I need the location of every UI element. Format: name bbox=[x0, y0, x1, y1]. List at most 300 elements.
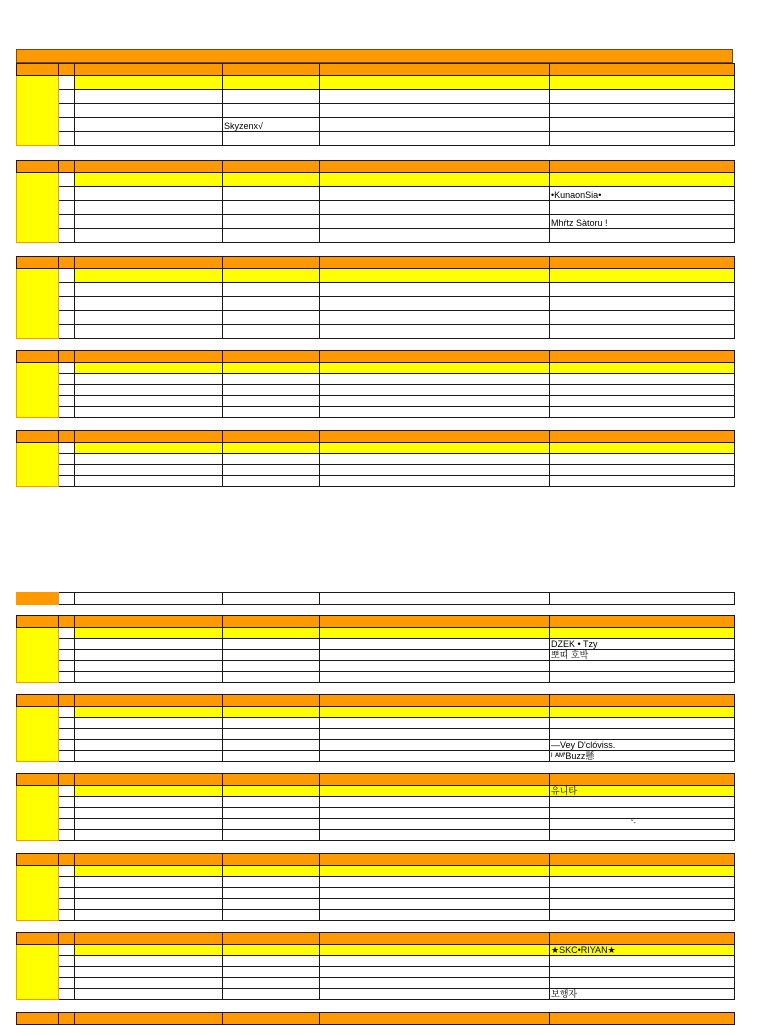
player-cell[interactable] bbox=[320, 707, 550, 718]
player-cell[interactable] bbox=[320, 374, 550, 385]
seed-cell[interactable] bbox=[59, 650, 75, 661]
player-cell[interactable] bbox=[320, 297, 550, 311]
player-cell[interactable] bbox=[75, 374, 223, 385]
player-cell[interactable] bbox=[75, 830, 223, 841]
player-cell[interactable] bbox=[320, 899, 550, 910]
player-cell[interactable] bbox=[223, 311, 320, 325]
player-cell[interactable]: Skyzenx√ bbox=[223, 118, 320, 132]
player-cell[interactable] bbox=[75, 297, 223, 311]
player-cell[interactable] bbox=[75, 325, 223, 339]
seed-cell[interactable] bbox=[59, 910, 75, 921]
player-cell[interactable] bbox=[550, 118, 735, 132]
player-cell[interactable] bbox=[550, 374, 735, 385]
player-cell[interactable] bbox=[75, 639, 223, 650]
player-cell[interactable] bbox=[75, 797, 223, 808]
player-cell[interactable] bbox=[320, 283, 550, 297]
team-block bbox=[16, 256, 734, 339]
seed-cell[interactable] bbox=[59, 808, 75, 819]
seed-cell[interactable] bbox=[59, 672, 75, 683]
player-cell[interactable] bbox=[223, 90, 320, 104]
team-block bbox=[16, 853, 734, 921]
player-cell[interactable] bbox=[75, 454, 223, 465]
player-cell[interactable] bbox=[75, 443, 223, 454]
header-cell bbox=[550, 933, 735, 945]
player-cell[interactable] bbox=[75, 201, 223, 215]
player-cell[interactable] bbox=[223, 989, 320, 1000]
player-cell[interactable] bbox=[75, 729, 223, 740]
player-row bbox=[17, 639, 735, 650]
player-cell[interactable] bbox=[223, 672, 320, 683]
player-cell[interactable] bbox=[75, 187, 223, 201]
header-cell bbox=[17, 351, 59, 363]
player-cell[interactable] bbox=[223, 830, 320, 841]
player-cell[interactable] bbox=[320, 830, 550, 841]
player-cell[interactable] bbox=[320, 132, 550, 146]
player-cell[interactable] bbox=[550, 888, 735, 899]
seed-cell[interactable] bbox=[59, 229, 75, 243]
player-cell[interactable] bbox=[223, 808, 320, 819]
player-cell[interactable] bbox=[223, 229, 320, 243]
player-row bbox=[17, 201, 735, 215]
team-name-cell[interactable] bbox=[17, 786, 59, 841]
seed-cell[interactable] bbox=[59, 628, 75, 639]
seed-cell[interactable] bbox=[59, 989, 75, 1000]
player-cell[interactable]: DZEK • Tzy bbox=[550, 639, 735, 650]
player-cell[interactable] bbox=[223, 396, 320, 407]
player-cell[interactable] bbox=[320, 718, 550, 729]
seed-cell[interactable] bbox=[59, 707, 75, 718]
player-cell[interactable] bbox=[75, 707, 223, 718]
player-cell[interactable] bbox=[320, 877, 550, 888]
player-cell[interactable] bbox=[320, 269, 550, 283]
captain-row bbox=[17, 443, 735, 454]
seed-cell[interactable] bbox=[59, 454, 75, 465]
player-row bbox=[17, 819, 735, 830]
seed-cell[interactable] bbox=[59, 956, 75, 967]
seed-cell[interactable] bbox=[59, 639, 75, 650]
header-cell bbox=[550, 351, 735, 363]
player-cell[interactable] bbox=[320, 989, 550, 1000]
player-cell[interactable] bbox=[75, 385, 223, 396]
player-cell[interactable] bbox=[75, 283, 223, 297]
seed-cell[interactable] bbox=[59, 866, 75, 877]
player-cell[interactable] bbox=[550, 956, 735, 967]
player-cell[interactable] bbox=[320, 819, 550, 830]
player-cell[interactable] bbox=[75, 269, 223, 283]
player-cell[interactable] bbox=[223, 797, 320, 808]
player-cell[interactable] bbox=[320, 385, 550, 396]
player-cell[interactable] bbox=[550, 396, 735, 407]
player-cell[interactable] bbox=[550, 76, 735, 90]
seed-cell[interactable] bbox=[59, 201, 75, 215]
player-cell[interactable] bbox=[550, 201, 735, 215]
player-cell[interactable] bbox=[223, 297, 320, 311]
player-cell[interactable] bbox=[75, 661, 223, 672]
player-cell[interactable] bbox=[75, 967, 223, 978]
player-cell[interactable] bbox=[223, 945, 320, 956]
player-cell[interactable] bbox=[223, 786, 320, 797]
player-cell[interactable] bbox=[223, 443, 320, 454]
header-cell bbox=[17, 257, 59, 269]
header-cell bbox=[59, 257, 75, 269]
player-cell[interactable] bbox=[320, 396, 550, 407]
player-cell[interactable] bbox=[75, 229, 223, 243]
player-cell[interactable] bbox=[75, 118, 223, 132]
player-cell[interactable] bbox=[223, 707, 320, 718]
player-cell[interactable] bbox=[75, 808, 223, 819]
player-cell[interactable] bbox=[223, 215, 320, 229]
team-name-cell[interactable] bbox=[17, 443, 59, 487]
player-cell[interactable] bbox=[75, 173, 223, 187]
player-cell[interactable] bbox=[320, 910, 550, 921]
player-cell[interactable] bbox=[223, 104, 320, 118]
seed-cell[interactable] bbox=[59, 899, 75, 910]
player-cell[interactable] bbox=[320, 476, 550, 487]
player-cell[interactable] bbox=[550, 325, 735, 339]
player-cell[interactable] bbox=[550, 443, 735, 454]
player-cell[interactable] bbox=[75, 740, 223, 751]
player-cell[interactable] bbox=[223, 978, 320, 989]
player-cell[interactable] bbox=[75, 866, 223, 877]
seed-cell[interactable] bbox=[59, 945, 75, 956]
player-cell[interactable] bbox=[223, 740, 320, 751]
seed-cell[interactable] bbox=[59, 786, 75, 797]
player-cell[interactable] bbox=[320, 407, 550, 418]
header-cell bbox=[223, 431, 320, 443]
player-cell[interactable] bbox=[320, 454, 550, 465]
seed-cell[interactable] bbox=[59, 173, 75, 187]
player-cell[interactable] bbox=[223, 899, 320, 910]
player-cell[interactable] bbox=[75, 363, 223, 374]
player-cell[interactable] bbox=[550, 311, 735, 325]
player-cell[interactable] bbox=[320, 729, 550, 740]
player-cell[interactable] bbox=[75, 888, 223, 899]
player-cell[interactable] bbox=[320, 76, 550, 90]
player-cell[interactable] bbox=[320, 740, 550, 751]
player-cell[interactable] bbox=[223, 76, 320, 90]
player-cell[interactable] bbox=[320, 465, 550, 476]
player-cell[interactable] bbox=[320, 866, 550, 877]
player-cell[interactable] bbox=[320, 978, 550, 989]
player-cell[interactable] bbox=[550, 173, 735, 187]
player-cell[interactable] bbox=[550, 385, 735, 396]
player-row bbox=[17, 650, 735, 661]
player-cell[interactable] bbox=[550, 978, 735, 989]
player-cell[interactable]: 뽀띠 호박 bbox=[550, 650, 735, 661]
player-cell[interactable]: •KunaonSia• bbox=[550, 187, 735, 201]
player-cell[interactable]: 보행자 bbox=[550, 989, 735, 1000]
player-cell[interactable] bbox=[550, 269, 735, 283]
seed-cell[interactable] bbox=[59, 363, 75, 374]
seed-cell[interactable] bbox=[59, 819, 75, 830]
player-cell[interactable] bbox=[550, 707, 735, 718]
player-row bbox=[17, 385, 735, 396]
seed-cell[interactable] bbox=[59, 476, 75, 487]
seed-cell[interactable] bbox=[59, 104, 75, 118]
player-cell[interactable]: ᴵ ᴬᴹ'Buzz懸 bbox=[550, 751, 735, 762]
player-cell[interactable] bbox=[75, 628, 223, 639]
player-cell[interactable] bbox=[75, 877, 223, 888]
seed-cell[interactable] bbox=[59, 132, 75, 146]
player-cell[interactable] bbox=[550, 661, 735, 672]
player-cell[interactable] bbox=[223, 201, 320, 215]
player-cell[interactable] bbox=[223, 454, 320, 465]
player-cell[interactable] bbox=[550, 363, 735, 374]
seed-cell[interactable] bbox=[59, 396, 75, 407]
player-cell[interactable] bbox=[550, 104, 735, 118]
player-cell[interactable] bbox=[550, 718, 735, 729]
seed-cell[interactable] bbox=[59, 888, 75, 899]
player-cell[interactable] bbox=[223, 910, 320, 921]
player-cell[interactable] bbox=[75, 215, 223, 229]
player-row bbox=[17, 899, 735, 910]
player-cell[interactable] bbox=[223, 132, 320, 146]
player-cell[interactable] bbox=[223, 363, 320, 374]
player-cell[interactable] bbox=[75, 476, 223, 487]
player-cell[interactable] bbox=[550, 628, 735, 639]
header-cell bbox=[59, 933, 75, 945]
player-cell[interactable] bbox=[550, 877, 735, 888]
seed-cell[interactable] bbox=[59, 215, 75, 229]
player-cell[interactable]: ★SKC•RIYAN★ bbox=[550, 945, 735, 956]
player-cell[interactable] bbox=[550, 229, 735, 243]
player-cell[interactable] bbox=[75, 311, 223, 325]
player-cell[interactable] bbox=[550, 132, 735, 146]
player-cell[interactable] bbox=[320, 311, 550, 325]
seed-cell[interactable] bbox=[59, 269, 75, 283]
player-cell[interactable] bbox=[223, 650, 320, 661]
header-cell bbox=[550, 774, 735, 786]
player-cell[interactable] bbox=[75, 978, 223, 989]
player-cell[interactable] bbox=[223, 476, 320, 487]
player-cell[interactable]: —Vey D'clóviss. bbox=[550, 740, 735, 751]
captain-row bbox=[17, 173, 735, 187]
player-cell[interactable] bbox=[550, 476, 735, 487]
player-cell[interactable] bbox=[320, 945, 550, 956]
team-name-cell[interactable] bbox=[17, 363, 59, 418]
player-cell[interactable] bbox=[75, 396, 223, 407]
player-row bbox=[17, 661, 735, 672]
player-cell[interactable] bbox=[550, 866, 735, 877]
player-cell[interactable] bbox=[223, 325, 320, 339]
player-cell[interactable] bbox=[75, 899, 223, 910]
player-cell[interactable] bbox=[75, 132, 223, 146]
player-cell[interactable] bbox=[320, 650, 550, 661]
player-cell[interactable] bbox=[223, 639, 320, 650]
player-cell[interactable] bbox=[550, 672, 735, 683]
seed-cell[interactable] bbox=[59, 311, 75, 325]
player-cell[interactable] bbox=[320, 751, 550, 762]
player-cell[interactable] bbox=[223, 729, 320, 740]
player-row bbox=[17, 118, 735, 132]
player-cell[interactable] bbox=[75, 593, 223, 605]
team-name-cell[interactable] bbox=[17, 945, 59, 1000]
sheet-title-bar bbox=[16, 49, 733, 63]
player-cell[interactable] bbox=[320, 593, 550, 605]
player-cell[interactable] bbox=[75, 989, 223, 1000]
player-cell[interactable] bbox=[550, 407, 735, 418]
player-cell[interactable] bbox=[550, 465, 735, 476]
player-cell[interactable]: 유니타 bbox=[550, 786, 735, 797]
header-cell bbox=[75, 257, 223, 269]
player-cell[interactable] bbox=[75, 650, 223, 661]
player-cell[interactable] bbox=[75, 104, 223, 118]
player-cell[interactable] bbox=[75, 407, 223, 418]
seed-cell[interactable] bbox=[59, 729, 75, 740]
seed-cell[interactable] bbox=[59, 718, 75, 729]
player-cell[interactable] bbox=[320, 786, 550, 797]
player-cell[interactable] bbox=[75, 819, 223, 830]
header-cell bbox=[550, 1013, 735, 1025]
player-cell[interactable]: Mhŕtz Sàtoru ! bbox=[550, 215, 735, 229]
team-name-cell[interactable] bbox=[17, 707, 59, 762]
player-cell[interactable] bbox=[223, 283, 320, 297]
player-row bbox=[17, 978, 735, 989]
player-cell[interactable] bbox=[320, 672, 550, 683]
player-cell[interactable] bbox=[223, 967, 320, 978]
player-cell[interactable] bbox=[75, 76, 223, 90]
player-row bbox=[17, 877, 735, 888]
header-cell bbox=[59, 161, 75, 173]
player-cell[interactable] bbox=[223, 628, 320, 639]
seed-cell[interactable] bbox=[59, 297, 75, 311]
player-cell[interactable] bbox=[320, 90, 550, 104]
player-cell[interactable] bbox=[223, 661, 320, 672]
team-name-cell[interactable] bbox=[17, 76, 59, 146]
seed-cell[interactable] bbox=[59, 374, 75, 385]
player-cell[interactable] bbox=[320, 639, 550, 650]
seed-cell[interactable] bbox=[59, 90, 75, 104]
player-cell[interactable] bbox=[550, 593, 735, 605]
player-cell[interactable] bbox=[223, 385, 320, 396]
player-cell[interactable] bbox=[75, 751, 223, 762]
player-cell[interactable] bbox=[550, 830, 735, 841]
seed-cell[interactable] bbox=[59, 877, 75, 888]
header-cell bbox=[59, 64, 75, 76]
player-cell[interactable] bbox=[75, 786, 223, 797]
player-cell[interactable] bbox=[223, 269, 320, 283]
player-cell[interactable] bbox=[223, 465, 320, 476]
player-cell[interactable] bbox=[320, 967, 550, 978]
header-cell bbox=[223, 774, 320, 786]
player-cell[interactable] bbox=[223, 751, 320, 762]
seed-cell[interactable] bbox=[59, 661, 75, 672]
seed-cell[interactable] bbox=[59, 283, 75, 297]
player-cell[interactable] bbox=[223, 593, 320, 605]
player-cell[interactable] bbox=[320, 888, 550, 899]
player-cell[interactable] bbox=[320, 173, 550, 187]
player-cell[interactable] bbox=[75, 910, 223, 921]
player-row bbox=[17, 808, 735, 819]
header-cell bbox=[17, 431, 59, 443]
player-row bbox=[17, 187, 735, 201]
player-cell[interactable] bbox=[75, 956, 223, 967]
seed-cell[interactable] bbox=[59, 465, 75, 476]
player-cell[interactable] bbox=[223, 866, 320, 877]
player-cell[interactable] bbox=[223, 718, 320, 729]
player-row bbox=[17, 989, 735, 1000]
seed-cell[interactable] bbox=[59, 325, 75, 339]
player-cell[interactable] bbox=[75, 718, 223, 729]
player-cell[interactable] bbox=[550, 454, 735, 465]
seed-cell[interactable] bbox=[59, 967, 75, 978]
player-cell[interactable] bbox=[223, 407, 320, 418]
player-cell[interactable] bbox=[320, 118, 550, 132]
seed-cell[interactable] bbox=[59, 978, 75, 989]
seed-cell[interactable] bbox=[59, 443, 75, 454]
player-cell[interactable] bbox=[223, 173, 320, 187]
player-cell[interactable] bbox=[550, 297, 735, 311]
seed-cell[interactable] bbox=[59, 187, 75, 201]
player-cell[interactable] bbox=[320, 229, 550, 243]
team-name-cell[interactable] bbox=[17, 866, 59, 921]
player-cell[interactable] bbox=[75, 90, 223, 104]
header-cell bbox=[75, 431, 223, 443]
player-cell[interactable] bbox=[320, 797, 550, 808]
seed-cell[interactable] bbox=[59, 830, 75, 841]
player-cell[interactable] bbox=[550, 283, 735, 297]
player-cell[interactable] bbox=[223, 888, 320, 899]
player-cell[interactable] bbox=[550, 797, 735, 808]
player-cell[interactable] bbox=[550, 899, 735, 910]
seed-cell[interactable] bbox=[59, 740, 75, 751]
player-cell[interactable] bbox=[550, 808, 735, 819]
player-cell[interactable] bbox=[550, 967, 735, 978]
player-cell[interactable] bbox=[320, 956, 550, 967]
header-cell bbox=[75, 616, 223, 628]
player-cell[interactable] bbox=[320, 104, 550, 118]
player-cell[interactable] bbox=[550, 819, 735, 830]
header-cell bbox=[59, 431, 75, 443]
header-cell bbox=[550, 257, 735, 269]
player-cell[interactable] bbox=[320, 628, 550, 639]
player-cell[interactable] bbox=[550, 910, 735, 921]
seed-cell[interactable] bbox=[59, 797, 75, 808]
player-cell[interactable] bbox=[320, 201, 550, 215]
player-cell[interactable] bbox=[320, 325, 550, 339]
team-name-cell[interactable] bbox=[17, 173, 59, 243]
player-cell[interactable] bbox=[223, 187, 320, 201]
team-name-cell[interactable] bbox=[17, 269, 59, 339]
seed-cell[interactable] bbox=[59, 76, 75, 90]
player-cell[interactable] bbox=[223, 819, 320, 830]
team-name-cell[interactable] bbox=[17, 628, 59, 683]
player-cell[interactable] bbox=[75, 465, 223, 476]
seed-cell[interactable] bbox=[59, 385, 75, 396]
seed-cell[interactable] bbox=[59, 593, 75, 605]
player-cell[interactable] bbox=[75, 672, 223, 683]
player-cell[interactable] bbox=[320, 215, 550, 229]
header-cell bbox=[550, 161, 735, 173]
team-name-cell[interactable] bbox=[17, 593, 59, 605]
seed-cell[interactable] bbox=[59, 118, 75, 132]
seed-cell[interactable] bbox=[59, 751, 75, 762]
player-cell[interactable] bbox=[223, 877, 320, 888]
player-cell[interactable] bbox=[223, 374, 320, 385]
header-cell bbox=[75, 854, 223, 866]
player-cell[interactable] bbox=[550, 729, 735, 740]
player-cell[interactable] bbox=[320, 661, 550, 672]
player-cell[interactable] bbox=[223, 956, 320, 967]
captain-row bbox=[17, 269, 735, 283]
player-cell[interactable] bbox=[320, 187, 550, 201]
player-cell[interactable] bbox=[320, 363, 550, 374]
seed-cell[interactable] bbox=[59, 407, 75, 418]
player-cell[interactable] bbox=[75, 945, 223, 956]
player-cell[interactable] bbox=[320, 808, 550, 819]
player-cell[interactable] bbox=[550, 90, 735, 104]
player-cell[interactable] bbox=[320, 443, 550, 454]
